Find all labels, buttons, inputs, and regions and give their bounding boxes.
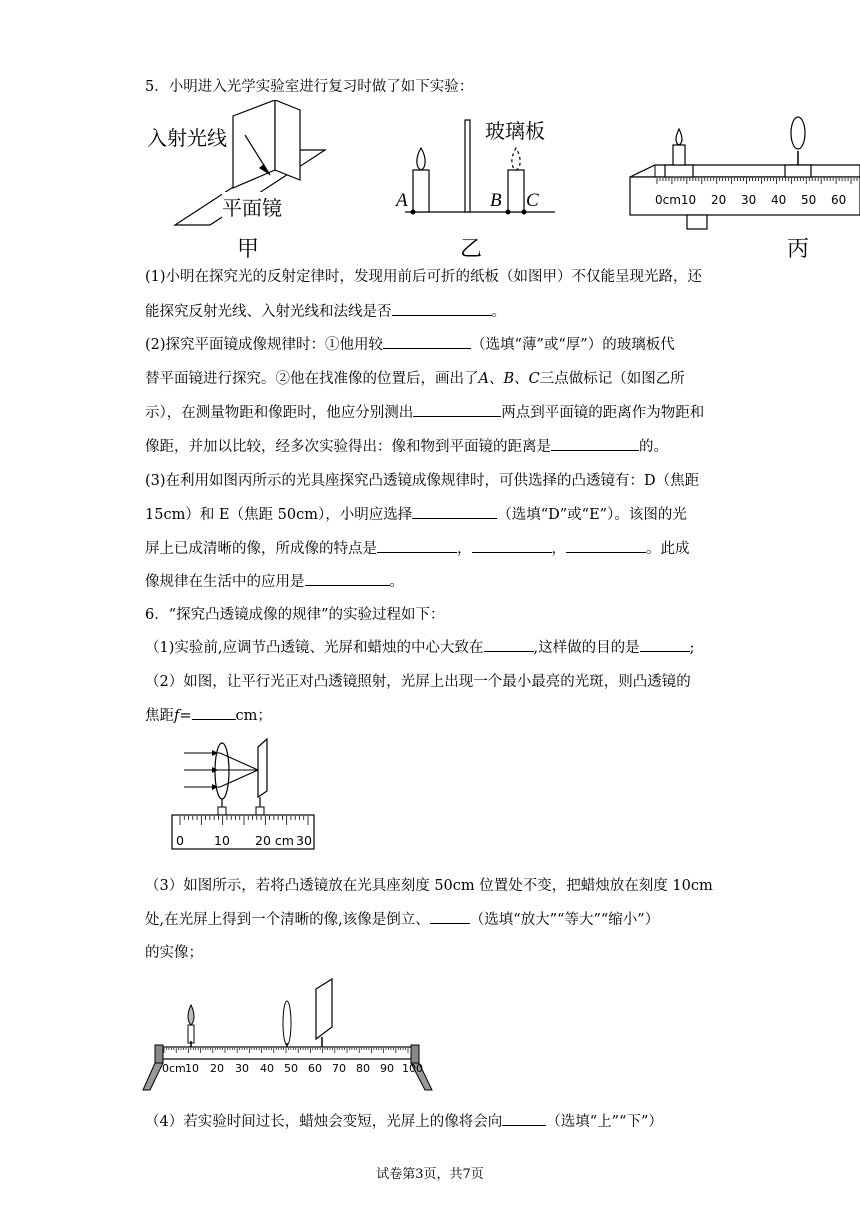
q6-p3-line1: （3）如图所示，若将凸透镜放在光具座刻度 50cm 位置处不变，把蜡烛放在刻度 10cm: [145, 878, 713, 894]
q5-p1-line1: (1)小明在探究光的反射定律时，发现用前后可折的纸板（如图甲）不仅能呈现光路，还: [145, 269, 703, 285]
bench-tick-label: 0cm: [162, 1062, 186, 1075]
q5-p2-line1: [145, 333, 675, 354]
bench-tick-label: 70: [332, 1062, 346, 1075]
candle-body: [188, 1025, 194, 1043]
text: 焦距: [145, 708, 174, 724]
text: 替平面镜进行探究。②他在找准像的位置后，画出了: [145, 371, 479, 387]
answer-blank[interactable]: [484, 637, 534, 652]
light-screen: [316, 979, 332, 1039]
label-point-b: B: [490, 190, 502, 211]
ruler-tick-label: 0: [176, 833, 184, 848]
bench-tick-label: 90: [380, 1062, 394, 1075]
bench-tick-label: 0cm10: [655, 193, 697, 207]
point-c-ref: C: [528, 371, 540, 387]
bench-tick-label: 10: [185, 1062, 199, 1075]
convex-lens: [283, 1001, 291, 1045]
point-a-ref: A: [478, 371, 489, 387]
q6-p2-line2: [145, 704, 272, 725]
ruler-tick-label: 30: [296, 833, 312, 848]
bench-tick-label: 60: [308, 1062, 322, 1075]
answer-blank[interactable]: [305, 571, 390, 586]
answer-blank[interactable]: [412, 504, 497, 519]
q6-p4: [145, 1110, 663, 1131]
q5-stem: 5．小明进入光学实验室进行复习时做了如下实验：: [145, 79, 474, 95]
text: 。: [491, 304, 506, 320]
text: cm；: [235, 708, 272, 724]
lens-holder: [785, 165, 811, 177]
text: （选填“放大”“等大”“缩小”）: [469, 912, 660, 928]
point-b-ref: B: [503, 371, 515, 387]
text: 、: [514, 371, 529, 387]
caption-jia: 甲: [237, 237, 260, 262]
bench-tick-label: 40: [771, 193, 787, 207]
q6-p2-line1: （2）如图，让平行光正对凸透镜照射，光屏上出现一个最小最亮的光斑，则凸透镜的: [145, 674, 691, 690]
text: （选填“上”“下”）: [546, 1114, 663, 1130]
bench-tick-label: 80: [356, 1062, 370, 1075]
caption-bing: 丙: [787, 237, 810, 262]
text: ;: [689, 640, 695, 656]
screen-clip: [256, 807, 264, 815]
text: 两点到平面镜的距离作为物距和: [501, 405, 705, 421]
answer-blank[interactable]: [383, 334, 471, 349]
bench-tick-label: 50: [801, 193, 817, 207]
text: 屏上已成清晰的像，所成像的特点是: [145, 541, 377, 557]
q5-p2-line4: [145, 435, 668, 456]
text: 处,在光屏上得到一个清晰的像,该像是倒立、: [145, 912, 430, 928]
answer-blank[interactable]: [640, 637, 690, 652]
text: 15cm）和 E（焦距 50cm），小明应选择: [145, 507, 413, 523]
bench-tick-label: 40: [260, 1062, 274, 1075]
flame-image: [512, 148, 520, 170]
answer-blank[interactable]: [413, 402, 501, 417]
bench-tick-label: 60: [831, 193, 847, 207]
answer-blank[interactable]: [377, 538, 457, 553]
answer-blank[interactable]: [502, 1111, 546, 1126]
bench-leg-left: [143, 1063, 163, 1090]
text: 、: [488, 371, 504, 387]
answer-blank[interactable]: [392, 301, 492, 316]
text: （4）若实验时间过长，蜡烛会变短，光屏上的像将会向: [145, 1114, 503, 1130]
answer-blank[interactable]: [566, 538, 646, 553]
q6-p1: [145, 636, 695, 657]
text: 像规律在生活中的应用是: [145, 574, 305, 590]
q5-p3-line2: [145, 503, 687, 524]
ruler-tick-label: 20 cm: [255, 833, 294, 848]
glass-plate: [465, 120, 470, 212]
bench-tick-label: 30: [235, 1062, 249, 1075]
text: 的。: [639, 439, 668, 455]
flame-a: [417, 148, 425, 170]
answer-blank[interactable]: [430, 909, 470, 924]
text: 。此成: [646, 541, 690, 557]
text: (2)探究平面镜成像规律时：①他用较: [145, 337, 384, 353]
bench-end-left: [155, 1045, 163, 1063]
point-b: [506, 210, 511, 215]
lens: [791, 117, 805, 149]
text: ，: [551, 541, 566, 557]
text: =: [179, 708, 192, 724]
bench-tick-label: 20: [210, 1062, 224, 1075]
bench-ticks: [164, 1048, 408, 1053]
q5-p3-line3: [145, 537, 690, 558]
page-footer: 试卷第3页，共7页: [376, 1167, 484, 1182]
text: （选填“薄”或“厚”）的玻璃板代: [471, 337, 675, 353]
answer-blank[interactable]: [472, 538, 552, 553]
label-point-a: A: [396, 190, 408, 211]
answer-blank[interactable]: [192, 705, 236, 720]
bench-tick-label: 100: [402, 1062, 423, 1075]
text: 示），在测量物距和像距时，他应分别测出: [145, 405, 414, 421]
q6-stem: 6．“探究凸透镜成像的规律”的实验过程如下：: [145, 607, 445, 623]
candle-image: [508, 170, 524, 212]
bench-tick-label: 50: [284, 1062, 298, 1075]
ruler-tick-label: 10: [214, 833, 230, 848]
bench-tick-label: 30: [741, 193, 757, 207]
light-screen: [258, 739, 267, 797]
bench-leg: [687, 215, 707, 229]
text: （1)实验前,应调节凸透镜、光屏和蜡烛的中心大致在: [145, 640, 484, 656]
answer-blank[interactable]: [551, 436, 639, 451]
figure-bing: [625, 115, 860, 233]
q6-p3-line3: 的实像；: [145, 945, 203, 961]
figure-optical-bench: [140, 975, 440, 1095]
candle-flame: [676, 129, 682, 145]
text: 能探究反射光线、入射光线和法线是否: [145, 304, 392, 320]
text: （选填“D”或“E”）。该图的光: [497, 507, 687, 523]
q6-p3-line2: [145, 908, 659, 929]
label-plane-mirror: 平面镜: [222, 192, 282, 221]
text: 像距，并加以比较，经多次实验得出：像和物到平面镜的距离是: [145, 439, 551, 455]
focal-symbol: f: [174, 708, 180, 724]
text: 三点做标记（如图乙所: [539, 371, 685, 387]
q5-p1-line2: [145, 300, 506, 321]
candle-a: [413, 170, 429, 212]
q5-p3-line1: (3)在利用如图丙所示的光具座探究凸透镜成像规律时，可供选择的凸透镜有：D（焦距: [145, 473, 700, 489]
paper-board-left: [233, 100, 275, 188]
label-glass-plate: 玻璃板: [485, 119, 545, 143]
caption-yi: 乙: [460, 237, 483, 262]
text: 。: [389, 574, 404, 590]
candle: [673, 145, 685, 165]
text: ，: [457, 541, 472, 557]
label-incident-ray: 入射光线: [147, 126, 227, 150]
q5-p2-line3: [145, 401, 704, 422]
label-point-c: C: [526, 190, 539, 211]
bench-end-right: [411, 1045, 419, 1063]
point-a: [411, 210, 416, 215]
lens-clip: [218, 807, 226, 815]
candle-flame: [188, 1005, 194, 1025]
text: ,这样做的目的是: [533, 640, 640, 656]
paper-board-right: [275, 100, 300, 180]
q5-p2-line2: [145, 367, 685, 388]
candle-holder: [665, 165, 693, 177]
parallel-rays: [184, 753, 258, 787]
bench-tick-label: 20: [711, 193, 727, 207]
q5-p3-line4: [145, 570, 404, 591]
convex-lens: [215, 743, 229, 799]
